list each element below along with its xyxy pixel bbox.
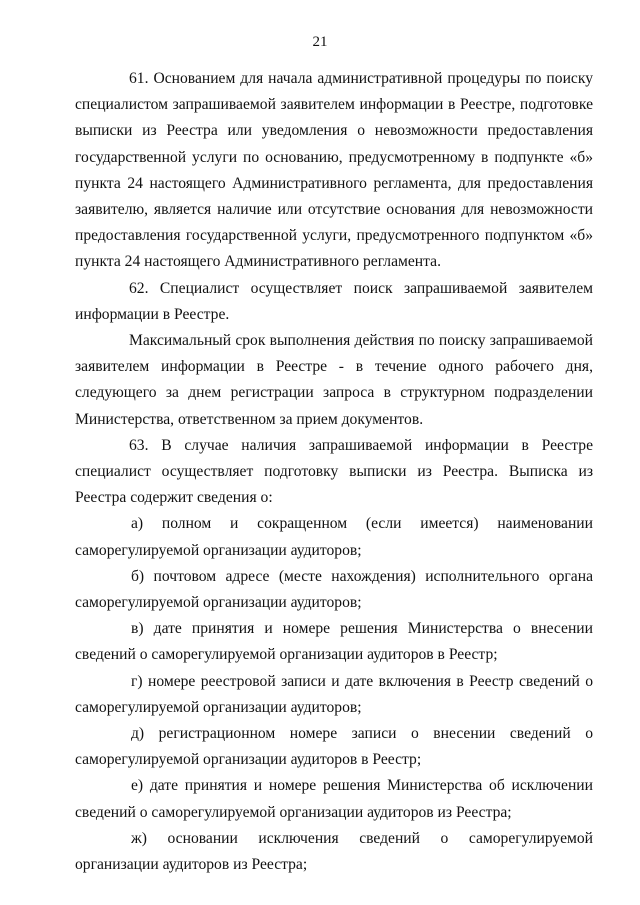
page-body bbox=[75, 66, 593, 878]
list-item-zh: ж) основании исключения сведений о саморегулируемой организации аудиторов из Реестра; bbox=[75, 829, 593, 874]
paragraph-max-term: Максимальный срок выполнения действия по поиску запрашиваемой заявителем информации в Реестре - в течение одного рабочего дня, следующего за днем регистрации запроса в структурном подразделении Министерства, ответственном за прием документов. bbox=[75, 332, 593, 428]
list-item-a: а) полном и сокращенном (если имеется) наименовании саморегулируемой организации аудиторов; bbox=[75, 515, 593, 559]
list-item-d: д) регистрационном номере записи о внесении сведений о саморегулируемой организации аудиторов в Реестр; bbox=[75, 725, 593, 769]
paragraph-61: 61. Основанием для начала административной процедуры по поиску специалистом запрашиваемой заявителем информации в Реестре, подготовке выписки из Реестра или уведомления о невозможности предоставления государственной услуги по основанию, предусмотренному в подпункте «б» пункта 24 настоящего Административного регламента, для предоставления заявителю, является наличие или отсутствие основания для невозможности предоставления государственной услуги, предусмотренного подпунктом «б» пункта 24 настоящего Административного регламента. bbox=[75, 70, 593, 271]
list-item-b: б) почтовом адресе (месте нахождения) исполнительного органа саморегулируемой организации аудиторов; bbox=[75, 567, 593, 612]
list-item-g: г) номере реестровой записи и дате включения в Реестр сведений о саморегулируемой организации аудиторов; bbox=[75, 672, 593, 716]
list-item-e: е) дате принятия и номере решения Министерства об исключении сведений о саморегулируемой организации аудиторов из Реестра; bbox=[75, 777, 593, 821]
paragraph-63: 63. В случае наличия запрашиваемой информации в Реестре специалист осуществляет подготовку выписки из Реестра. Выписка из Реестра содержит сведения о: bbox=[75, 436, 593, 507]
list-item-v: в) дате принятия и номере решения Министерства о внесении сведений о саморегулируемой организации аудиторов в Реестр; bbox=[75, 620, 593, 664]
paragraph-62: 62. Специалист осуществляет поиск запрашиваемой заявителем информации в Реестре. bbox=[75, 279, 593, 323]
page-number: 21 bbox=[312, 34, 328, 50]
